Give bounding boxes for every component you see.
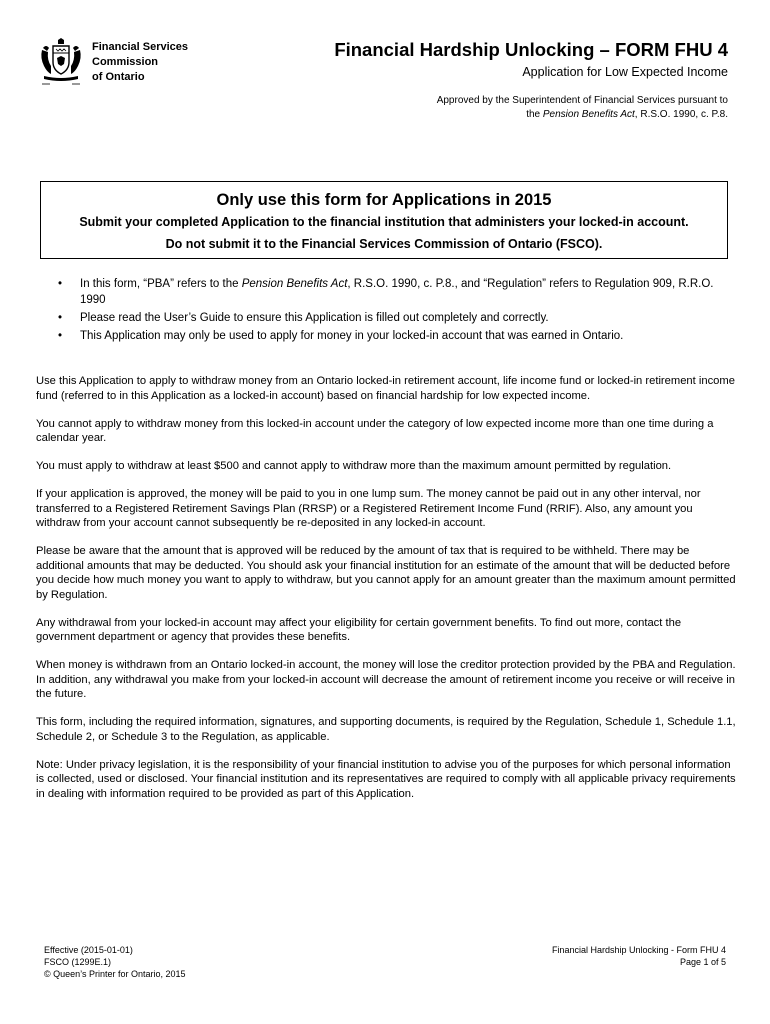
paragraph: Note: Under privacy legislation, it is the responsibility of your financial institution to advise you of the purposes for which personal information is collected, used or disclosed. Your financial institution and its representatives are required to comply with all applicable privacy requirements in dealing with information required to be provided as part of this Application. (36, 758, 736, 800)
paragraph: You must apply to withdraw at least $500 and cannot apply to withdraw more than the maximum amount permitted by regulation. (36, 460, 672, 472)
body-text (36, 374, 736, 815)
paragraph: This form, including the required information, signatures, and supporting documents, is required by the Regulation, Schedule 1, Schedule 1.1, Schedule 2, or Schedule 3 to the Regulation, as applicable. (36, 716, 736, 743)
notice-box (40, 181, 728, 259)
bullet-item: • This Application may only be used to apply for money in your locked-in account that was earned in Ontario. (58, 328, 738, 344)
org-line-3: of Ontario (92, 71, 145, 83)
approval-prefix: the (526, 109, 543, 120)
paragraph: You cannot apply to withdraw money from this locked-in account under the category of low expected income more than one time during a calendar year. (36, 417, 714, 444)
form-subtitle: Application for Low Expected Income (522, 65, 728, 79)
paragraph: Any withdrawal from your locked-in account may affect your eligibility for certain government benefits. To find out more, contact the government department or agency that provides these benefits. (36, 616, 682, 643)
footer-form-name: Financial Hardship Unlocking - Form FHU 4 (551, 945, 726, 955)
notice-title: Only use this form for Applications in 2015 (216, 191, 552, 209)
approval-suffix: , R.S.O. 1990, c. P.8. (634, 109, 728, 120)
footer-right (552, 944, 726, 968)
bullet-list (58, 276, 738, 346)
bullet-item: • Please read the User’s Guide to ensure this Application is filled out completely and correctly. (58, 310, 738, 326)
bullet-item (58, 276, 738, 308)
paragraph: When money is withdrawn from an Ontario locked-in account, the money will lose the creditor protection provided by the PBA and Regulation. In addition, any withdrawal you make from your locked-in account will decrease the amount of retirement income you receive or will receive in the future. (36, 659, 736, 700)
footer-effective-date: Effective (2015-01-01) (44, 945, 133, 955)
paragraph: Use this Application to apply to withdraw money from an Ontario locked-in retirement account, life income fund or locked-in retirement income fund (referred to in this Application as a locked-in account) based on financial hardship for low expected income. (36, 375, 735, 402)
footer-form-code: FSCO (1299E.1) (44, 957, 112, 967)
approval-act-name: Pension Benefits Act (542, 109, 635, 120)
paragraph: Please be aware that the amount that is approved will be reduced by the amount of tax that is required to be withheld. There may be additional amounts that may be deducted. You should ask your financial institution for an estimate of the amount that will be deducted before you decide how much money you want to apply to withdraw, but you cannot apply for an amount greater than the maximum amount permitted by Regulation. (36, 545, 736, 601)
page-number: Page 1 of 5 (679, 957, 726, 967)
form-title-block (334, 38, 728, 81)
org-line-2: Commission (92, 56, 159, 68)
org-line-1: Financial Services (92, 41, 188, 53)
ontario-coat-of-arms-icon (38, 36, 84, 86)
paragraph: If your application is approved, the money will be paid to you in one lump sum. The money cannot be paid out in any other interval, nor transferred to a Registered Retirement Savings Plan (RRSP) or a Registered Retirement Income Fund (RRIF). Also, any amount you withdraw from your account cannot subsequently be re-deposited in any locked-in account. (36, 488, 701, 529)
notice-line-2: Do not submit it to the Financial Services Commission of Ontario (FSCO). (165, 237, 603, 251)
form-title: Financial Hardship Unlocking – FORM FHU 4 (334, 39, 728, 60)
bullet-1-suffix: , R.S.O. 1990, c. P.8., and “Regulation” refers to Regulation 909, R.R.O. 1990 (80, 278, 714, 306)
footer-copyright: © Queen’s Printer for Ontario, 2015 (44, 969, 186, 979)
bullet-1-act-name: Pension Benefits Act (241, 278, 348, 290)
notice-line-1: Submit your completed Application to the financial institution that administers your locked-in account. (79, 215, 689, 229)
organization-name (92, 40, 188, 85)
bullet-1-prefix: In this form, “PBA” refers to the (80, 278, 242, 290)
approval-statement (437, 94, 728, 122)
footer-left (44, 944, 186, 980)
approval-line-1: Approved by the Superintendent of Financial Services pursuant to (436, 95, 728, 106)
approval-line-2 (437, 108, 728, 122)
